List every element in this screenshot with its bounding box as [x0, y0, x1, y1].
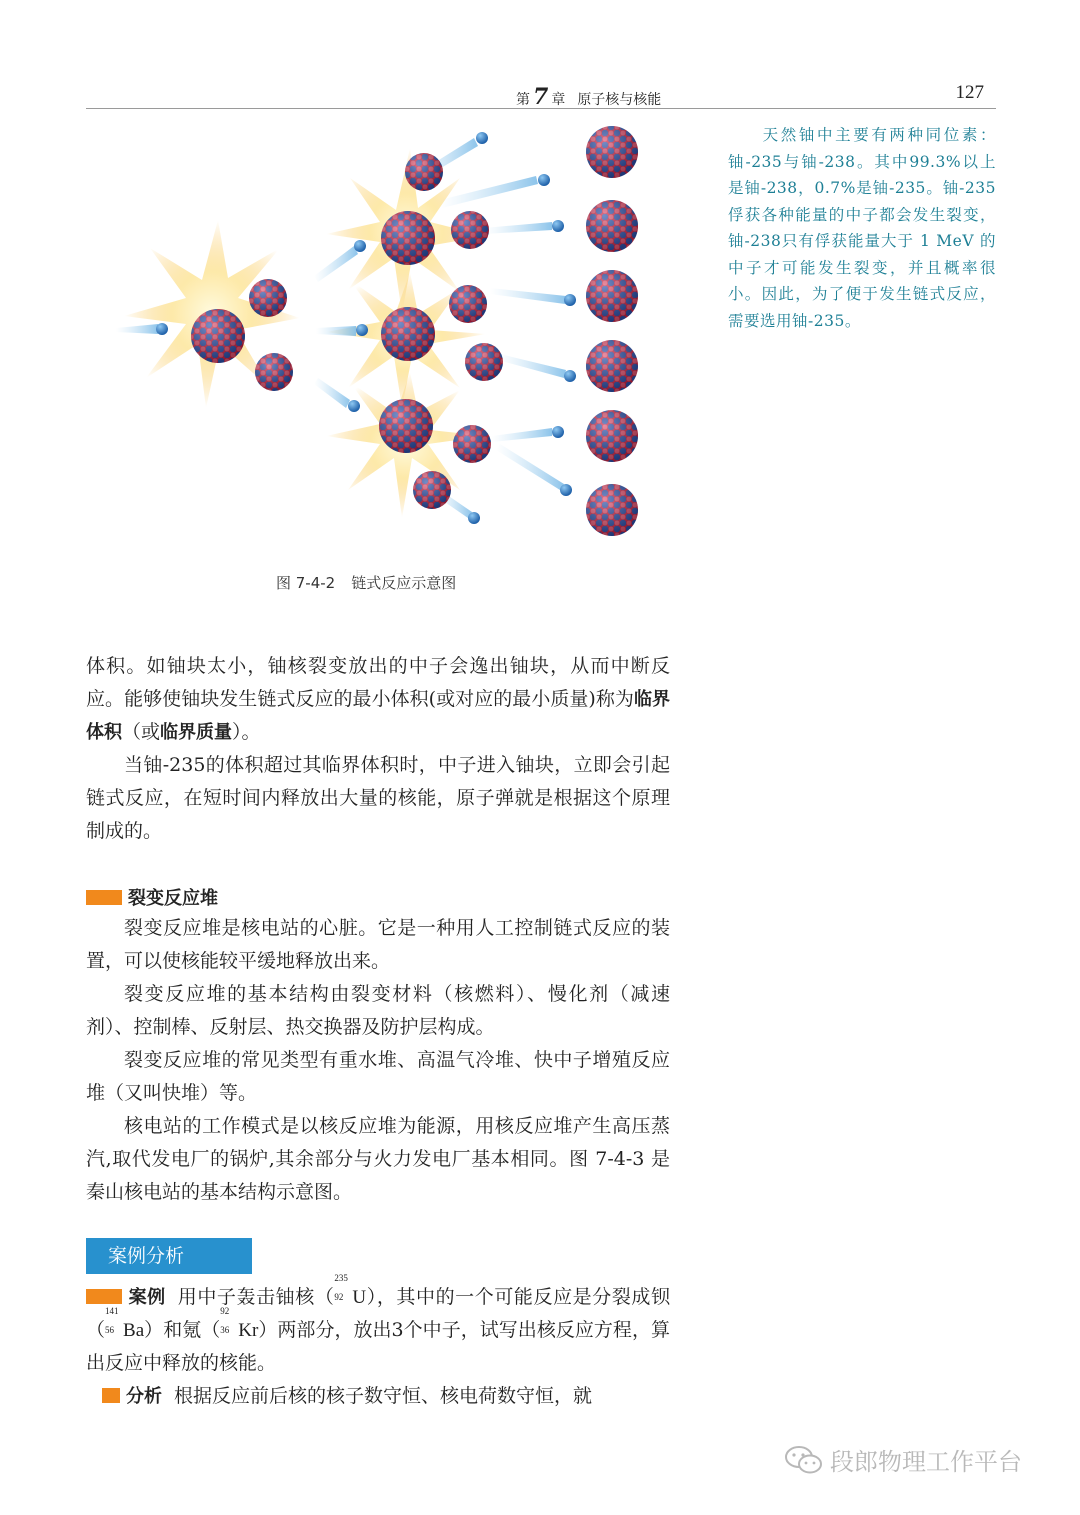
case-analysis-banner: 案例分析	[86, 1238, 252, 1274]
page-number: 127	[955, 82, 984, 103]
wechat-icon	[784, 1444, 824, 1476]
term-critical-volume: 临界体积	[86, 689, 671, 743]
paragraph-critical-volume	[86, 650, 670, 749]
barium-mass-number: 141	[105, 1306, 119, 1316]
para1-before: 体积。如铀块太小，铀核裂变放出的中子会逸出铀块，从而中断反应。能够使铀块发生链式反应的最小体积(或对应的最小质量)称为	[86, 655, 670, 710]
section-body	[86, 912, 670, 1209]
chapter-number: 7	[533, 84, 549, 110]
section-paragraph: 裂变反应堆的常见类型有重水堆、高温气冷堆、快中子增殖反应堆（又叫快堆）等。	[86, 1049, 670, 1104]
chapter-title: 原子核与核能	[577, 92, 662, 108]
section-paragraph: 裂变反应堆是核电站的心脏。它是一种用人工控制链式反应的装置，可以使核能较平缓地释放出来。	[86, 917, 670, 972]
chapter-heading	[516, 84, 661, 110]
section-paragraph: 核电站的工作模式是以核反应堆为能源，用核反应堆产生高压蒸汽,取代发电厂的锅炉,其余部分与火力发电厂基本相同。图 7-4-3 是秦山核电站的基本结构示意图。	[86, 1115, 670, 1203]
case-text-part: 用中子轰击铀核（	[177, 1286, 335, 1308]
watermark	[784, 1442, 1022, 1477]
barium-element: Ba	[123, 1320, 145, 1341]
section-heading	[86, 884, 218, 910]
case-marker	[86, 1289, 122, 1304]
case-text	[86, 1273, 670, 1380]
analysis-text	[86, 1380, 670, 1413]
figure-caption	[276, 572, 456, 593]
krypton-atomic-number: 36	[220, 1325, 230, 1335]
krypton-mass-number: 92	[220, 1306, 230, 1316]
uranium-symbol	[334, 1273, 367, 1314]
paragraph-atomic-bomb: 当铀-235的体积超过其临界体积时，中子进入铀块，立即会引起链式反应，在短时间内释放出大量的核能，原子弹就是根据这个原理制成的。	[86, 754, 670, 842]
barium-atomic-number: 56	[105, 1325, 115, 1335]
para1-mid: （或	[122, 721, 161, 743]
krypton-symbol	[220, 1306, 259, 1347]
case-label: 案例	[128, 1287, 166, 1308]
case-text-part: ）和氪（	[144, 1319, 221, 1341]
figure-label: 图 7-4-2	[276, 574, 336, 592]
analysis-body: 根据反应前后核的核子数守恒、核电荷数守恒，就	[174, 1385, 593, 1407]
barium-symbol	[105, 1306, 145, 1347]
uranium-mass-number: 235	[334, 1273, 348, 1283]
side-note	[728, 122, 996, 334]
section-paragraph: 裂变反应堆的基本结构由裂变材料（核燃料）、慢化剂（减速剂）、控制棒、反射层、热交换器及防护层构成。	[86, 983, 670, 1038]
uranium-element: U	[352, 1287, 367, 1308]
krypton-element: Kr	[238, 1320, 259, 1341]
page-header	[86, 82, 996, 109]
uranium-atomic-number: 92	[334, 1292, 344, 1302]
side-note-text: 天然铀中主要有两种同位素：铀-235与铀-238。其中99.3%以上是铀-238，0.7%是铀-235。铀-235俘获各种能量的中子都会发生裂变，铀-238只有俘获能量大于 1 MeV 的中子才可能发生裂变，并且概率很小。因此，为了便于发生链式反应，需要选用铀-235。	[728, 126, 996, 330]
chapter-suffix: 章	[551, 92, 566, 108]
body-text-top	[86, 650, 670, 848]
analysis-label: 分析	[126, 1386, 162, 1407]
watermark-text: 段郎物理工作平台	[830, 1448, 1022, 1476]
para1-after: ）。	[232, 721, 261, 743]
analysis-marker	[102, 1388, 120, 1403]
case-text-part: ），其中的一个可能反应是分裂成钡（	[86, 1286, 670, 1341]
chain-reaction-illustration	[110, 118, 660, 560]
section-marker	[86, 890, 122, 905]
uranium-nuclei	[191, 126, 638, 536]
case-text-part: ）两部分，放出3个中子，试写出核反应方程，算出反应中释放的核能。	[86, 1319, 670, 1374]
figure-title: 链式反应示意图	[351, 574, 457, 592]
term-critical-mass: 临界质量	[160, 722, 233, 743]
section-title: 裂变反应堆	[128, 888, 218, 909]
chapter-prefix: 第	[516, 92, 530, 108]
